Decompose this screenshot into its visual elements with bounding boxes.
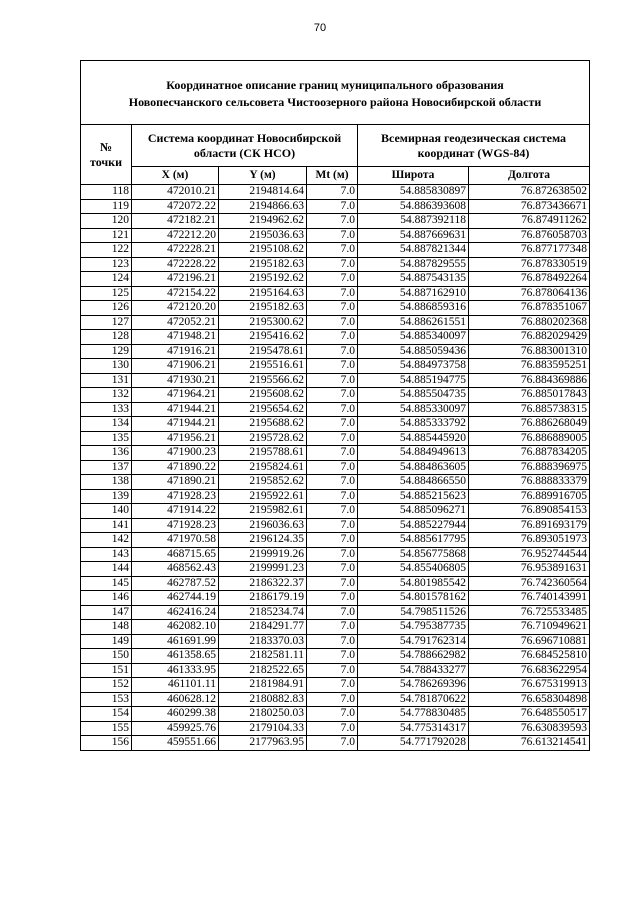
- longitude-cell: 76.886268049: [469, 417, 590, 432]
- header-local-system: Система координат Новосибирской области (СК НСО): [132, 125, 358, 167]
- coordinates-document: [80, 60, 589, 751]
- mt-cell: 7.0: [307, 533, 358, 548]
- table-row: [81, 272, 590, 287]
- latitude-cell: 54.798511526: [358, 605, 469, 620]
- y-cell: 2195192.62: [219, 272, 307, 287]
- mt-cell: 7.0: [307, 431, 358, 446]
- longitude-cell: 76.882029429: [469, 330, 590, 345]
- longitude-cell: 76.886889005: [469, 431, 590, 446]
- latitude-cell: 54.885194775: [358, 373, 469, 388]
- point-number-cell: 129: [81, 344, 132, 359]
- table-row: [81, 533, 590, 548]
- point-number-cell: 125: [81, 286, 132, 301]
- y-cell: 2195688.62: [219, 417, 307, 432]
- latitude-cell: 54.887162910: [358, 286, 469, 301]
- point-number-cell: 135: [81, 431, 132, 446]
- y-cell: 2182522.65: [219, 663, 307, 678]
- x-cell: 471928.23: [132, 518, 219, 533]
- point-number-cell: 130: [81, 359, 132, 374]
- y-cell: 2195182.63: [219, 257, 307, 272]
- header-point-number: № точки: [81, 125, 132, 185]
- point-number-cell: 143: [81, 547, 132, 562]
- y-cell: 2194814.64: [219, 185, 307, 200]
- point-number-cell: 133: [81, 402, 132, 417]
- latitude-cell: 54.788433277: [358, 663, 469, 678]
- latitude-cell: 54.885617795: [358, 533, 469, 548]
- table-row: [81, 663, 590, 678]
- longitude-cell: 76.885017843: [469, 388, 590, 403]
- mt-cell: 7.0: [307, 489, 358, 504]
- point-number-cell: 132: [81, 388, 132, 403]
- latitude-cell: 54.886261551: [358, 315, 469, 330]
- x-cell: 471914.22: [132, 504, 219, 519]
- latitude-cell: 54.786269396: [358, 678, 469, 693]
- longitude-cell: 76.630839593: [469, 721, 590, 736]
- longitude-cell: 76.952744544: [469, 547, 590, 562]
- latitude-cell: 54.885059436: [358, 344, 469, 359]
- table-row: [81, 649, 590, 664]
- y-cell: 2180882.83: [219, 692, 307, 707]
- mt-cell: 7.0: [307, 620, 358, 635]
- mt-cell: 7.0: [307, 330, 358, 345]
- y-cell: 2195852.62: [219, 475, 307, 490]
- mt-cell: 7.0: [307, 649, 358, 664]
- x-cell: 471916.21: [132, 344, 219, 359]
- y-cell: 2195608.62: [219, 388, 307, 403]
- x-cell: 468715.65: [132, 547, 219, 562]
- latitude-cell: 54.887543135: [358, 272, 469, 287]
- point-number-cell: 140: [81, 504, 132, 519]
- y-cell: 2195300.62: [219, 315, 307, 330]
- table-row: [81, 460, 590, 475]
- x-cell: 471900.23: [132, 446, 219, 461]
- mt-cell: 7.0: [307, 373, 358, 388]
- latitude-cell: 54.887821344: [358, 243, 469, 258]
- y-cell: 2179104.33: [219, 721, 307, 736]
- point-number-cell: 121: [81, 228, 132, 243]
- mt-cell: 7.0: [307, 214, 358, 229]
- latitude-cell: 54.856775868: [358, 547, 469, 562]
- mt-cell: 7.0: [307, 707, 358, 722]
- table-row: [81, 257, 590, 272]
- x-cell: 471890.22: [132, 460, 219, 475]
- longitude-cell: 76.878064136: [469, 286, 590, 301]
- mt-cell: 7.0: [307, 736, 358, 751]
- table-row: [81, 185, 590, 200]
- longitude-cell: 76.725533485: [469, 605, 590, 620]
- mt-cell: 7.0: [307, 301, 358, 316]
- point-number-cell: 126: [81, 301, 132, 316]
- table-row: [81, 286, 590, 301]
- header-x: X (м): [132, 167, 219, 185]
- table-body: [81, 185, 590, 751]
- mt-cell: 7.0: [307, 243, 358, 258]
- mt-cell: 7.0: [307, 721, 358, 736]
- point-number-cell: 141: [81, 518, 132, 533]
- x-cell: 471948.21: [132, 330, 219, 345]
- point-number-cell: 149: [81, 634, 132, 649]
- y-cell: 2195728.62: [219, 431, 307, 446]
- longitude-cell: 76.684525810: [469, 649, 590, 664]
- table-row: [81, 228, 590, 243]
- coordinates-table: [80, 60, 590, 751]
- mt-cell: 7.0: [307, 605, 358, 620]
- mt-cell: 7.0: [307, 199, 358, 214]
- latitude-cell: 54.884866550: [358, 475, 469, 490]
- x-cell: 472120.20: [132, 301, 219, 316]
- point-number-cell: 123: [81, 257, 132, 272]
- mt-cell: 7.0: [307, 547, 358, 562]
- latitude-cell: 54.801578162: [358, 591, 469, 606]
- x-cell: 461101.11: [132, 678, 219, 693]
- y-cell: 2195788.61: [219, 446, 307, 461]
- mt-cell: 7.0: [307, 518, 358, 533]
- latitude-cell: 54.885330097: [358, 402, 469, 417]
- mt-cell: 7.0: [307, 475, 358, 490]
- header-y: Y (м): [219, 167, 307, 185]
- mt-cell: 7.0: [307, 460, 358, 475]
- latitude-cell: 54.771792028: [358, 736, 469, 751]
- latitude-cell: 54.801985542: [358, 576, 469, 591]
- point-number-cell: 138: [81, 475, 132, 490]
- y-cell: 2195478.61: [219, 344, 307, 359]
- longitude-cell: 76.885738315: [469, 402, 590, 417]
- table-row: [81, 678, 590, 693]
- table-row: [81, 634, 590, 649]
- point-number-cell: 147: [81, 605, 132, 620]
- latitude-cell: 54.887669631: [358, 228, 469, 243]
- table-row: [81, 373, 590, 388]
- mt-cell: 7.0: [307, 446, 358, 461]
- latitude-cell: 54.791762314: [358, 634, 469, 649]
- point-number-cell: 127: [81, 315, 132, 330]
- longitude-cell: 76.884369886: [469, 373, 590, 388]
- point-number-cell: 152: [81, 678, 132, 693]
- latitude-cell: 54.778830485: [358, 707, 469, 722]
- table-row: [81, 344, 590, 359]
- table-row: [81, 605, 590, 620]
- longitude-cell: 76.613214541: [469, 736, 590, 751]
- y-cell: 2196124.35: [219, 533, 307, 548]
- mt-cell: 7.0: [307, 286, 358, 301]
- y-cell: 2195654.62: [219, 402, 307, 417]
- point-number-cell: 118: [81, 185, 132, 200]
- x-cell: 471928.23: [132, 489, 219, 504]
- y-cell: 2195824.61: [219, 460, 307, 475]
- y-cell: 2186179.19: [219, 591, 307, 606]
- header-longitude: Долгота: [469, 167, 590, 185]
- longitude-cell: 76.878351067: [469, 301, 590, 316]
- y-cell: 2195164.63: [219, 286, 307, 301]
- table-row: [81, 315, 590, 330]
- x-cell: 471944.21: [132, 402, 219, 417]
- longitude-cell: 76.696710881: [469, 634, 590, 649]
- latitude-cell: 54.884949613: [358, 446, 469, 461]
- point-number-cell: 136: [81, 446, 132, 461]
- point-number-cell: 137: [81, 460, 132, 475]
- mt-cell: 7.0: [307, 678, 358, 693]
- point-number-cell: 155: [81, 721, 132, 736]
- latitude-cell: 54.887829555: [358, 257, 469, 272]
- longitude-cell: 76.883595251: [469, 359, 590, 374]
- table-row: [81, 446, 590, 461]
- latitude-cell: 54.884863605: [358, 460, 469, 475]
- longitude-cell: 76.877177348: [469, 243, 590, 258]
- x-cell: 472072.22: [132, 199, 219, 214]
- table-row: [81, 214, 590, 229]
- longitude-cell: 76.878492264: [469, 272, 590, 287]
- point-number-cell: 144: [81, 562, 132, 577]
- point-number-cell: 119: [81, 199, 132, 214]
- table-row: [81, 707, 590, 722]
- y-cell: 2195182.63: [219, 301, 307, 316]
- x-cell: 471964.21: [132, 388, 219, 403]
- y-cell: 2194962.62: [219, 214, 307, 229]
- y-cell: 2199919.26: [219, 547, 307, 562]
- x-cell: 461691.99: [132, 634, 219, 649]
- mt-cell: 7.0: [307, 388, 358, 403]
- x-cell: 462787.52: [132, 576, 219, 591]
- y-cell: 2183370.03: [219, 634, 307, 649]
- point-number-cell: 145: [81, 576, 132, 591]
- table-row: [81, 562, 590, 577]
- point-number-cell: 151: [81, 663, 132, 678]
- table-row: [81, 736, 590, 751]
- table-row: [81, 431, 590, 446]
- latitude-cell: 54.885504735: [358, 388, 469, 403]
- x-cell: 471890.21: [132, 475, 219, 490]
- header-mt: Mt (м): [307, 167, 358, 185]
- mt-cell: 7.0: [307, 359, 358, 374]
- longitude-cell: 76.876058703: [469, 228, 590, 243]
- point-number-cell: 146: [81, 591, 132, 606]
- mt-cell: 7.0: [307, 562, 358, 577]
- x-cell: 471944.21: [132, 417, 219, 432]
- mt-cell: 7.0: [307, 344, 358, 359]
- mt-cell: 7.0: [307, 228, 358, 243]
- longitude-cell: 76.891693179: [469, 518, 590, 533]
- x-cell: 471956.21: [132, 431, 219, 446]
- point-number-cell: 154: [81, 707, 132, 722]
- mt-cell: 7.0: [307, 402, 358, 417]
- header-latitude: Широта: [358, 167, 469, 185]
- mt-cell: 7.0: [307, 417, 358, 432]
- longitude-cell: 76.742360564: [469, 576, 590, 591]
- longitude-cell: 76.675319913: [469, 678, 590, 693]
- table-row: [81, 243, 590, 258]
- y-cell: 2195566.62: [219, 373, 307, 388]
- latitude-cell: 54.855406805: [358, 562, 469, 577]
- mt-cell: 7.0: [307, 692, 358, 707]
- table-title: [81, 61, 590, 125]
- y-cell: 2181984.91: [219, 678, 307, 693]
- point-number-cell: 156: [81, 736, 132, 751]
- header-wgs-system: Всемирная геодезическая система координат (WGS-84): [358, 125, 590, 167]
- x-cell: 462082.10: [132, 620, 219, 635]
- table-row: [81, 591, 590, 606]
- table-row: [81, 547, 590, 562]
- longitude-cell: 76.874911262: [469, 214, 590, 229]
- x-cell: 472154.22: [132, 286, 219, 301]
- point-number-cell: 120: [81, 214, 132, 229]
- latitude-cell: 54.886859316: [358, 301, 469, 316]
- point-number-cell: 131: [81, 373, 132, 388]
- mt-cell: 7.0: [307, 504, 358, 519]
- longitude-cell: 76.893051973: [469, 533, 590, 548]
- point-number-cell: 139: [81, 489, 132, 504]
- mt-cell: 7.0: [307, 634, 358, 649]
- x-cell: 472196.21: [132, 272, 219, 287]
- x-cell: 472052.21: [132, 315, 219, 330]
- mt-cell: 7.0: [307, 185, 358, 200]
- latitude-cell: 54.886393608: [358, 199, 469, 214]
- x-cell: 461358.65: [132, 649, 219, 664]
- y-cell: 2182581.11: [219, 649, 307, 664]
- y-cell: 2195516.61: [219, 359, 307, 374]
- table-row: [81, 620, 590, 635]
- longitude-cell: 76.648550517: [469, 707, 590, 722]
- table-row: [81, 489, 590, 504]
- table-row: [81, 504, 590, 519]
- latitude-cell: 54.887392118: [358, 214, 469, 229]
- y-cell: 2196036.63: [219, 518, 307, 533]
- mt-cell: 7.0: [307, 315, 358, 330]
- title-line-2: Новопесчанского сельсовета Чистоозерного района Новосибирской области: [128, 94, 542, 109]
- table-row: [81, 692, 590, 707]
- mt-cell: 7.0: [307, 576, 358, 591]
- y-cell: 2185234.74: [219, 605, 307, 620]
- longitude-cell: 76.658304898: [469, 692, 590, 707]
- y-cell: 2180250.03: [219, 707, 307, 722]
- point-number-cell: 128: [81, 330, 132, 345]
- y-cell: 2199991.23: [219, 562, 307, 577]
- y-cell: 2195108.62: [219, 243, 307, 258]
- longitude-cell: 76.880202368: [469, 315, 590, 330]
- x-cell: 459925.76: [132, 721, 219, 736]
- table-row: [81, 402, 590, 417]
- longitude-cell: 76.889916705: [469, 489, 590, 504]
- latitude-cell: 54.795387735: [358, 620, 469, 635]
- x-cell: 459551.66: [132, 736, 219, 751]
- x-cell: 472010.21: [132, 185, 219, 200]
- latitude-cell: 54.885227944: [358, 518, 469, 533]
- mt-cell: 7.0: [307, 257, 358, 272]
- latitude-cell: 54.781870622: [358, 692, 469, 707]
- longitude-cell: 76.953891631: [469, 562, 590, 577]
- x-cell: 462416.24: [132, 605, 219, 620]
- y-cell: 2195036.63: [219, 228, 307, 243]
- y-cell: 2177963.95: [219, 736, 307, 751]
- x-cell: 468562.43: [132, 562, 219, 577]
- latitude-cell: 54.884973758: [358, 359, 469, 374]
- y-cell: 2186322.37: [219, 576, 307, 591]
- table-row: [81, 301, 590, 316]
- y-cell: 2195922.61: [219, 489, 307, 504]
- longitude-cell: 76.873436671: [469, 199, 590, 214]
- point-number-cell: 134: [81, 417, 132, 432]
- y-cell: 2184291.77: [219, 620, 307, 635]
- mt-cell: 7.0: [307, 663, 358, 678]
- longitude-cell: 76.878330519: [469, 257, 590, 272]
- point-number-cell: 153: [81, 692, 132, 707]
- point-number-cell: 150: [81, 649, 132, 664]
- latitude-cell: 54.885830897: [358, 185, 469, 200]
- longitude-cell: 76.683622954: [469, 663, 590, 678]
- x-cell: 472228.22: [132, 257, 219, 272]
- longitude-cell: 76.883001310: [469, 344, 590, 359]
- title-line-1: Координатное описание границ муниципального образования: [166, 77, 504, 92]
- table-row: [81, 721, 590, 736]
- latitude-cell: 54.885333792: [358, 417, 469, 432]
- longitude-cell: 76.888396975: [469, 460, 590, 475]
- point-number-cell: 124: [81, 272, 132, 287]
- x-cell: 461333.95: [132, 663, 219, 678]
- x-cell: 472182.21: [132, 214, 219, 229]
- latitude-cell: 54.885340097: [358, 330, 469, 345]
- point-number-cell: 122: [81, 243, 132, 258]
- table-row: [81, 475, 590, 490]
- table-row: [81, 417, 590, 432]
- table-row: [81, 518, 590, 533]
- longitude-cell: 76.740143991: [469, 591, 590, 606]
- table-row: [81, 388, 590, 403]
- table-row: [81, 359, 590, 374]
- longitude-cell: 76.890854153: [469, 504, 590, 519]
- x-cell: 471906.21: [132, 359, 219, 374]
- x-cell: 472228.21: [132, 243, 219, 258]
- longitude-cell: 76.710949621: [469, 620, 590, 635]
- x-cell: 460628.12: [132, 692, 219, 707]
- mt-cell: 7.0: [307, 591, 358, 606]
- longitude-cell: 76.872638502: [469, 185, 590, 200]
- mt-cell: 7.0: [307, 272, 358, 287]
- point-number-cell: 148: [81, 620, 132, 635]
- latitude-cell: 54.788662982: [358, 649, 469, 664]
- table-row: [81, 330, 590, 345]
- latitude-cell: 54.775314317: [358, 721, 469, 736]
- x-cell: 472212.20: [132, 228, 219, 243]
- longitude-cell: 76.888833379: [469, 475, 590, 490]
- y-cell: 2195416.62: [219, 330, 307, 345]
- y-cell: 2195982.61: [219, 504, 307, 519]
- x-cell: 471930.21: [132, 373, 219, 388]
- x-cell: 462744.19: [132, 591, 219, 606]
- point-number-cell: 142: [81, 533, 132, 548]
- table-row: [81, 576, 590, 591]
- latitude-cell: 54.885445920: [358, 431, 469, 446]
- page-number: 70: [313, 22, 327, 34]
- latitude-cell: 54.885215623: [358, 489, 469, 504]
- table-row: [81, 199, 590, 214]
- latitude-cell: 54.885096271: [358, 504, 469, 519]
- y-cell: 2194866.63: [219, 199, 307, 214]
- longitude-cell: 76.887834205: [469, 446, 590, 461]
- x-cell: 460299.38: [132, 707, 219, 722]
- x-cell: 471970.58: [132, 533, 219, 548]
